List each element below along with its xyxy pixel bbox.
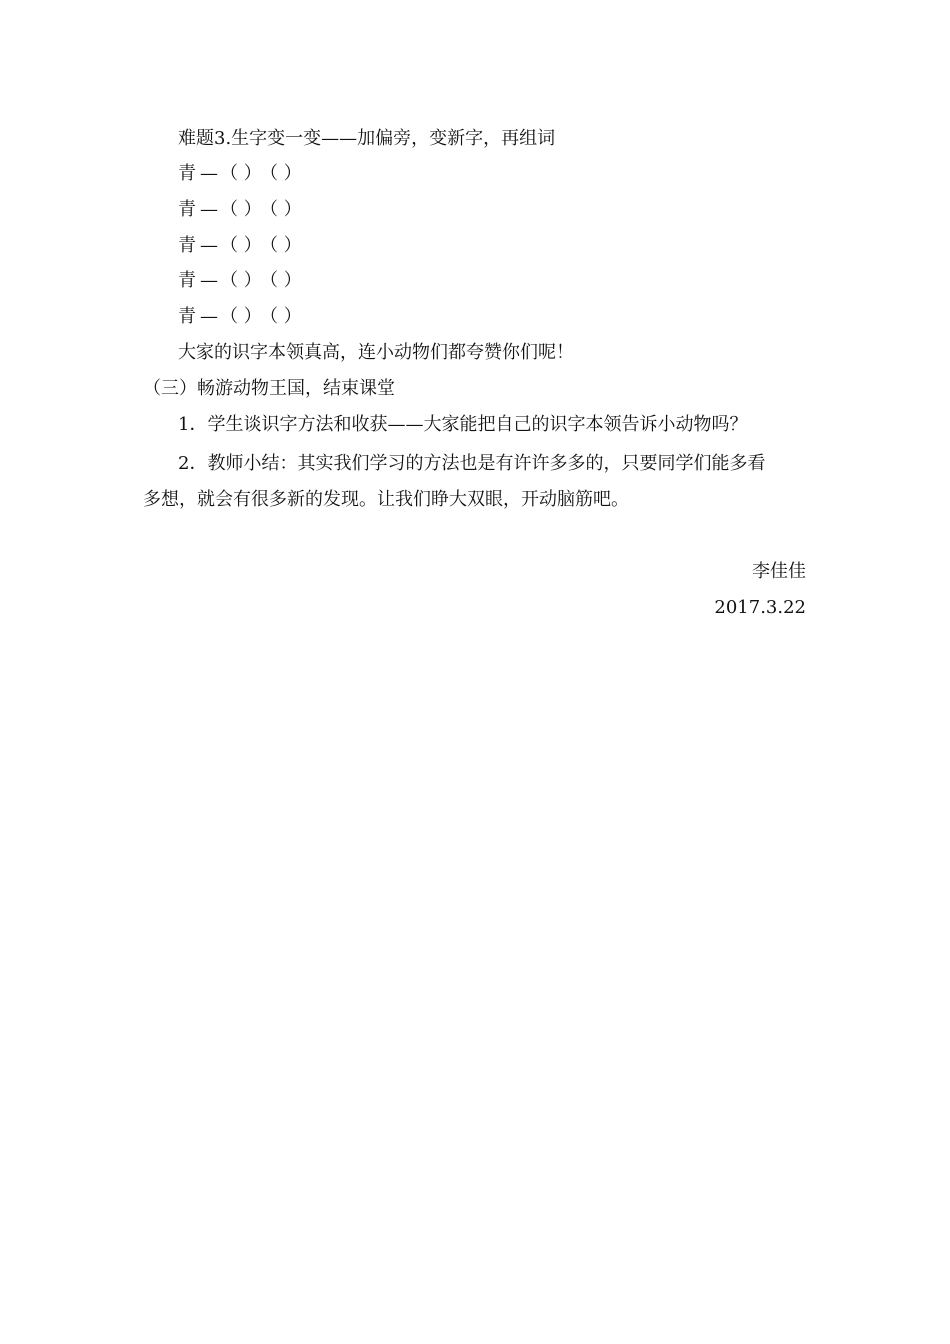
praise-paragraph: 大家的识字本领真高，连小动物们都夸赞你们呢！ [178,342,574,363]
answer-blank: （ ） [220,199,262,220]
exercise-row [178,306,300,328]
answer-blank: （ ） [220,306,262,327]
exercise-row [178,163,300,185]
exercise-char: 青 [178,270,196,291]
list-item-continuation: 多想，就会有很多新的发现。让我们睁大双眼，开动脑筋吧。 [143,489,629,510]
exercise-dash: — [200,235,218,256]
exercise-row [178,270,300,292]
exercise-dash: — [200,163,218,184]
exercise-char: 青 [178,199,196,220]
answer-blank: （ ） [260,270,302,291]
answer-blank: （ ） [220,270,262,291]
exercise-char: 青 [178,306,196,327]
answer-blank: （ ） [260,306,302,327]
document-date: 2017.3.22 [714,597,806,618]
exercise-dash: — [200,270,218,291]
answer-blank: （ ） [220,163,262,184]
answer-blank: （ ） [260,235,302,256]
exercise-char: 青 [178,163,196,184]
exercise-dash: — [200,199,218,220]
exercise-dash: — [200,306,218,327]
answer-blank: （ ） [260,163,302,184]
exercise-char: 青 [178,235,196,256]
answer-blank: （ ） [220,235,262,256]
section-heading: （三）畅游动物王国，结束课堂 [143,378,395,399]
author-name: 李佳佳 [752,561,806,582]
answer-blank: （ ） [260,199,302,220]
exercise-row [178,235,300,257]
list-item: 1．学生谈识字方法和收获——大家能把自己的识字本领告诉小动物吗？ [178,414,748,435]
exercise-row [178,199,300,221]
task-heading: 难题3.生字变一变——加偏旁，变新字，再组词 [178,128,556,149]
list-item: 2．教师小结：其实我们学习的方法也是有许许多多的，只要同学们能多看 [178,453,766,474]
